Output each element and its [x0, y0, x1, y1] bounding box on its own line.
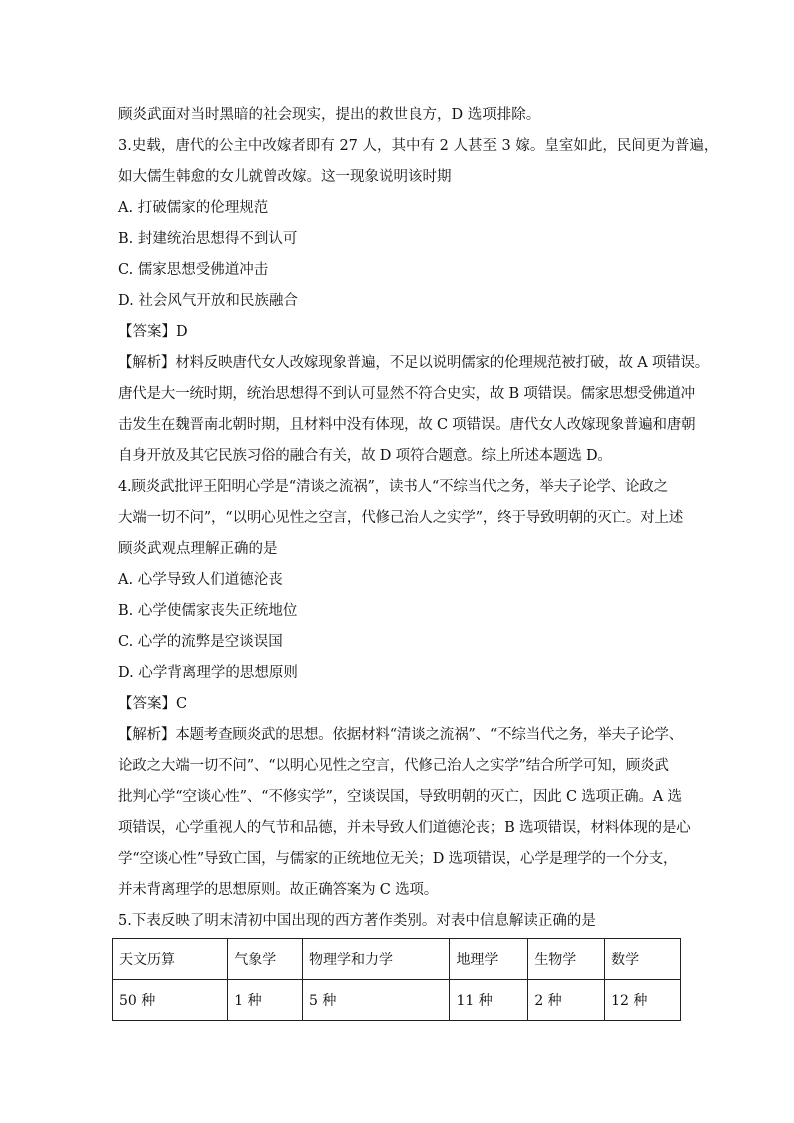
table-header-cell: 地理学 — [450, 939, 528, 980]
q4-answer: 【答案】C — [118, 696, 188, 712]
q4-option-b: B. 心学使儒家丧失正统地位 — [118, 603, 298, 619]
q3-analysis-line-3: 击发生在魏晋南北朝时期，且材料中没有体现，故 C 项错误。唐代女人改嫁现象普遍和唐朝 — [118, 417, 696, 433]
q4-analysis-line-5: 学“空谈心性”导致亡国，与儒家的正统地位无关；D 选项错误，心学是理学的一个分支， — [118, 851, 678, 867]
q4-analysis-line-1: 【解析】本题考查顾炎武的思想。依据材料“清谈之流祸”、“不综当代之务，举夫子论学、 — [118, 727, 684, 743]
q4-analysis-line-4: 项错误，心学重视人的气节和品德，并未导致人们道德沦丧；B 选项错误，材料体现的是心 — [118, 820, 691, 836]
q3-option-d: D. 社会风气开放和民族融合 — [118, 293, 298, 309]
q3-stem-line-2: 如大儒生韩愈的女儿就曾改嫁。这一现象说明该时期 — [118, 169, 452, 185]
q4-option-c: C. 心学的流弊是空谈误国 — [118, 634, 283, 650]
q3-analysis-line-2: 唐代是大一统时期，统治思想得不到认可显然不符合史实，故 B 项错误。儒家思想受佛道冲 — [118, 386, 695, 402]
table-cell: 11 种 — [450, 980, 528, 1021]
q3-answer: 【答案】D — [118, 324, 188, 340]
intro-line: 顾炎武面对当时黑暗的社会现实，提出的救世良方，D 选项排除。 — [118, 107, 541, 123]
question-3 — [118, 131, 719, 472]
table-cell: 5 种 — [303, 980, 450, 1021]
question-4 — [118, 472, 691, 906]
q4-analysis-line-2: 论政之大端一切不问”、“以明心见性之空言，代修己治人之实学”结合所学可知，顾炎武 — [118, 758, 669, 774]
q4-analysis-line-6: 并未背离理学的思想原则。故正确答案为 C 选项。 — [118, 882, 439, 898]
q4-analysis-line-3: 批判心学“空谈心性”、“不修实学”，空谈误国，导致明朝的灭亡，因此 C 选项正确。A 选 — [118, 789, 682, 805]
table-header-cell: 生物学 — [528, 939, 605, 980]
q3-analysis-line-4: 自身开放及其它民族习俗的融合有关，故 D 项符合题意。综上所述本题选 D。 — [118, 448, 612, 464]
q4-stem-line-1: 4.顾炎武批评王阳明心学是“清谈之流祸”，读书人“不综当代之务，举夫子论学、论政之 — [118, 479, 668, 495]
table-cell: 50 种 — [113, 980, 228, 1021]
q5-stem: 5.下表反映了明末清初中国出现的西方著作类别。对表中信息解读正确的是 — [118, 913, 596, 929]
q4-stem-line-3: 顾炎武观点理解正确的是 — [118, 541, 278, 557]
q3-option-c: C. 儒家思想受佛道冲击 — [118, 262, 269, 278]
q3-stem-line-1: 3.史载，唐代的公主中改嫁者即有 27 人，其中有 2 人甚至 3 嫁。皇室如此，民间更为普遍， — [118, 138, 719, 154]
document-body — [118, 100, 719, 937]
q3-option-b: B. 封建统治思想得不到认可 — [118, 231, 298, 247]
q4-option-a: A. 心学导致人们道德沦丧 — [118, 572, 283, 588]
table-header-cell: 气象学 — [228, 939, 303, 980]
q4-option-d: D. 心学背离理学的思想原则 — [118, 665, 298, 681]
table-cell: 2 种 — [528, 980, 605, 1021]
table-row — [113, 980, 681, 1021]
table-header-cell: 数学 — [605, 939, 681, 980]
q3-analysis-line-1: 【解析】材料反映唐代女人改嫁现象普遍，不足以说明儒家的伦理规范被打破，故 A 项错误。 — [118, 355, 710, 371]
table-cell: 12 种 — [605, 980, 681, 1021]
table-header-cell: 物理学和力学 — [303, 939, 450, 980]
table-header-cell: 天文历算 — [113, 939, 228, 980]
western-works-table — [112, 938, 681, 1021]
q3-option-a: A. 打破儒家的伦理规范 — [118, 200, 269, 216]
table-cell: 1 种 — [228, 980, 303, 1021]
question-5 — [118, 906, 688, 937]
table-header-row — [113, 939, 681, 980]
q4-stem-line-2: 大端一切不问”，“以明心见性之空言，代修己治人之实学”，终于导致明朝的灭亡。对上述 — [118, 510, 684, 526]
